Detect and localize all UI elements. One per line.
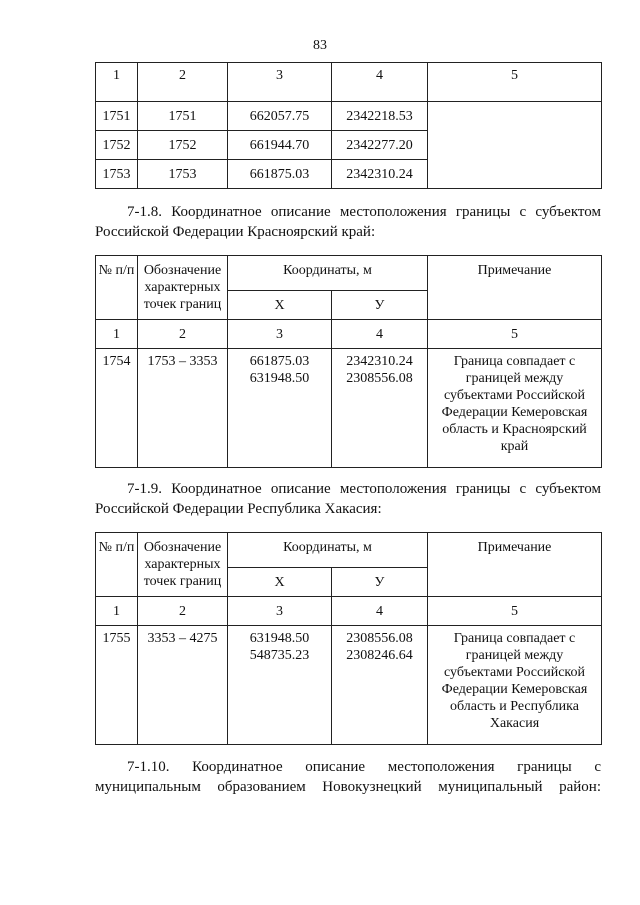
table-row — [96, 349, 602, 468]
x-coordinate: 662057.75 — [228, 102, 332, 131]
point-label: 1752 — [138, 131, 228, 160]
note-header: Примечание — [428, 256, 602, 320]
point-label: 1751 — [138, 102, 228, 131]
y-header: У — [332, 291, 428, 320]
row-number: 1755 — [96, 626, 138, 745]
point-header: Обозначение характерных точек границ — [138, 533, 228, 597]
table-header-row — [96, 256, 602, 291]
coordinates-header: Координаты, м — [228, 256, 428, 291]
y-coordinate: 2308556.08 — [346, 631, 413, 646]
table-column-numbers — [96, 597, 602, 626]
x-coordinate: 661944.70 — [228, 131, 332, 160]
x-header: X — [228, 291, 332, 320]
col-1-header: 1 — [96, 63, 138, 102]
y-coordinate: 2308246.64 — [346, 648, 413, 663]
section-7-1-9-heading: 7-1.9. Координатное описание местоположения границы с субъектом Российской Федерации Республика Хакасия: — [95, 481, 601, 517]
col-2-number: 2 — [138, 320, 228, 349]
note-text: Граница совпадает с границей между субъектами Российской Федерации Кемеровская область и Республика Хакасия — [428, 626, 602, 745]
coordinates-table-continued — [95, 62, 602, 189]
y-coordinate: 2342277.20 — [332, 131, 428, 160]
row-number: 1751 — [96, 102, 138, 131]
x-coordinate: 661875.03 — [228, 160, 332, 189]
x-coordinate: 631948.50 — [249, 631, 310, 646]
col-3-number: 3 — [228, 597, 332, 626]
x-coordinate: 631948.50 — [249, 371, 310, 386]
y-coordinate: 2342310.24 — [346, 354, 413, 369]
note-header: Примечание — [428, 533, 602, 597]
note-cell — [428, 102, 602, 189]
table-header-row — [96, 533, 602, 568]
section-7-1-10-heading: 7-1.10. Координатное описание местоположения границы с муниципальным образованием Новокузнецкий муниципальный район: — [95, 759, 601, 795]
point-header: Обозначение характерных точек границ — [138, 256, 228, 320]
col-2-header: 2 — [138, 63, 228, 102]
x-header: X — [228, 568, 332, 597]
col-3-header: 3 — [228, 63, 332, 102]
section-7-1-8-heading: 7-1.8. Координатное описание местоположения границы с субъектом Российской Федерации Красноярский край: — [95, 204, 601, 240]
table-row — [96, 102, 602, 131]
row-number: 1754 — [96, 349, 138, 468]
krasnoyarsk-border-table — [95, 255, 602, 468]
point-label: 1753 — [138, 160, 228, 189]
x-coordinates — [228, 349, 332, 468]
x-coordinate: 548735.23 — [249, 648, 310, 663]
table-row — [96, 626, 602, 745]
col-4-number: 4 — [332, 597, 428, 626]
coordinates-header: Координаты, м — [228, 533, 428, 568]
y-coordinates — [332, 626, 428, 745]
col-5-header: 5 — [428, 63, 602, 102]
page-number: 83 — [313, 38, 327, 53]
point-range: 3353 – 4275 — [138, 626, 228, 745]
point-range: 1753 – 3353 — [138, 349, 228, 468]
col-2-number: 2 — [138, 597, 228, 626]
khakassia-border-table — [95, 532, 602, 745]
y-coordinate: 2308556.08 — [346, 371, 413, 386]
number-header: № п/п — [96, 533, 138, 597]
note-text: Граница совпадает с границей между субъектами Российской Федерации Кемеровская область и Красноярский край — [428, 349, 602, 468]
row-number: 1752 — [96, 131, 138, 160]
col-5-number: 5 — [428, 597, 602, 626]
y-coordinates — [332, 349, 428, 468]
number-header: № п/п — [96, 256, 138, 320]
x-coordinates — [228, 626, 332, 745]
x-coordinate: 661875.03 — [249, 354, 310, 369]
y-coordinate: 2342218.53 — [332, 102, 428, 131]
y-header: У — [332, 568, 428, 597]
col-1-number: 1 — [96, 320, 138, 349]
row-number: 1753 — [96, 160, 138, 189]
y-coordinate: 2342310.24 — [332, 160, 428, 189]
col-4-number: 4 — [332, 320, 428, 349]
table-column-numbers — [96, 320, 602, 349]
col-1-number: 1 — [96, 597, 138, 626]
table-header-row — [96, 63, 602, 102]
col-5-number: 5 — [428, 320, 602, 349]
col-3-number: 3 — [228, 320, 332, 349]
col-4-header: 4 — [332, 63, 428, 102]
